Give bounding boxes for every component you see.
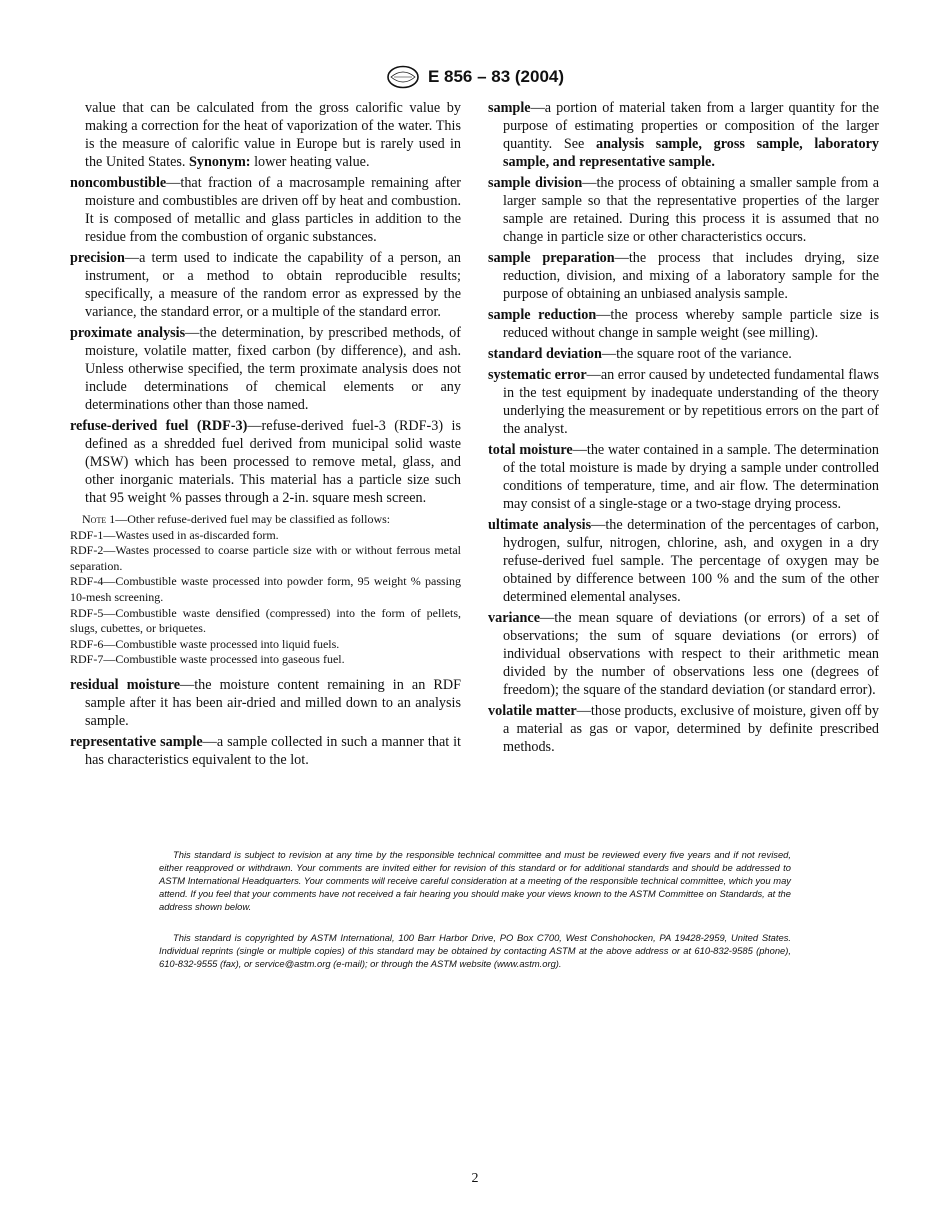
definition-representative-sample: representative sample—a sample collected in such a manner that it has characteristics equivalent to the lot. [70,733,461,768]
term-proximate-analysis: proximate analysis [70,325,186,341]
definition-residual-moisture: residual moisture—the moisture content remaining in an RDF sample after it has been air-dried and milled down to an analysis sample. [70,676,461,729]
definition-volatile-matter: volatile matter—those products, exclusive of moisture, given off by a material as gas or vapor, determined by definite prescribed methods. [488,703,879,755]
note-item: RDF-2—Wastes processed to coarse particle size with or without ferrous metal separation. [70,543,461,573]
term-residual-moisture: residual moisture [70,676,181,693]
note-item: RDF-4—Combustible waste processed into powder form, 95 weight % passing 10-mesh screening. [70,574,461,604]
definition-sample: sample—a portion of material taken from a larger quantity for the purpose of estimating properties or composition of the larger quantity. See analysis sample, gross sample, laboratory sample, and representative sample. [488,100,879,170]
term-ultimate-analysis: ultimate analysis [488,517,592,533]
definition-proximate-analysis: proximate analysis—the determination, by prescribed methods, of moisture, volatile matter, fixed carbon (by difference), and ash. Unless otherwise specified, the term proximate analysis does not include determinations of chemical elements or any determinations other than those named. [70,325,462,413]
term-rdf3: refuse-derived fuel (RDF-3) [70,418,248,434]
term-standard-deviation: standard deviation [488,346,602,362]
definition-sample-preparation: sample preparation—the process that includes drying, size reduction, division, and mixing of a laboratory sample for the purpose of obtaining an unbiased analysis sample. [488,250,879,302]
term-representative-sample: representative sample [70,733,203,750]
definition-systematic-error: systematic error—an error caused by undetected fundamental flaws in the test equipment by inadequate understanding of the theory underlying the measurement or by repetitious errors on the part of the analyst. [488,367,879,437]
page-number: 2 [471,1171,479,1186]
term-noncombustible: noncombustible [70,175,167,191]
definition-standard-deviation: standard deviation—the square root of the variance. [488,346,792,362]
definition-precision: precision—a term used to indicate the capability of a person, an instrument, or a method to obtain reproducible results; specifically, a measure of the random error as expressed by the variance, the standard error, or a multiple of the standard error. [70,250,461,320]
definition-variance: variance—the mean square of deviations (or errors) of a set of observations; the sum of square deviations (or errors) of individual observations with respect to their arithmetic mean divided by the number of observations less one (degrees of freedom); the square of the standard deviation (or standard error). [488,610,879,698]
term-systematic-error: systematic error [488,367,587,383]
note-item: RDF-5—Combustible waste densified (compressed) into the form of pellets, slugs, cubettes, or briquetes. [70,605,461,636]
term-sample-division: sample division [488,175,583,191]
term-sample-preparation: sample preparation [488,250,615,266]
term-precision: precision [70,250,125,266]
right-column [488,99,879,759]
continued-definition: value that can be calculated from the gross calorific value by making a correction for the heat of vaporization of the water. This is the measure of calorific value in Europe but is rarely used in the United States. Synonym: lower heating value. [85,100,461,170]
left-column [70,99,461,772]
definition-ultimate-analysis: ultimate analysis—the determination of the percentages of carbon, hydrogen, sulfur, nitrogen, chlorine, ash, and oxygen in a dry refuse-derived fuel sample. The percentage of oxygen may be obtained by difference between 100 % and the sum of the other determined elemental analyses. [488,517,880,605]
revision-notice: This standard is subject to revision at any time by the responsible technical committee and must be reviewed every five years and if not revised, either reapproved or withdrawn. Your comments are invited either for revision of this standard or for additional standards and should be addressed to ASTM International Headquarters. Your comments will receive careful consideration at a meeting of the responsible technical committee, which you may attend. If you feel that your comments have not received a fair hearing you should make your views known to the ASTM Committee on Standards, at the address shown below. [159,849,791,912]
page-header [0,64,950,90]
term-variance: variance [488,610,541,626]
term-sample: sample [488,100,531,116]
definition-sample-division: sample division—the process of obtaining a smaller sample from a larger sample so that the representative properties of the larger sample are retained. During this process it is assumed that no change in particle size or other characteristics occurs. [488,175,879,245]
term-volatile-matter: volatile matter [488,703,577,719]
term-total-moisture: total moisture [488,442,573,458]
definition-noncombustible: noncombustible—that fraction of a macrosample remaining after moisture and combustibles are driven off by heat and combustion. It is composed of metallic and glass particles in addition to the residue from the combustion of organic substances. [70,175,461,245]
definition-sample-reduction: sample reduction—the process whereby sample particle size is reduced without change in sample weight (see milling). [488,307,879,341]
see-also-terms: analysis sample, gross sample, laboratory sample, and representative sample. [503,136,879,170]
definition-rdf3: refuse-derived fuel (RDF-3)—refuse-derived fuel-3 (RDF-3) is defined as a shredded fuel derived from municipal solid waste (MSW) which has been processed to remove metal, glass, and other inorganic materials. This material has a particle size such that 95 weight % passes through a 2-in. square mesh screen. [70,418,461,506]
note-item: RDF-6—Combustible waste processed into liquid fuels. [70,636,340,651]
copyright-notice: This standard is copyrighted by ASTM International, 100 Barr Harbor Drive, PO Box C700, West Conshohocken, PA 19428-2959, United States. Individual reprints (single or multiple copies) of this standard may be obtained by contacting ASTM at the above address or at 610-832-9585 (phone), 610-832-9555 (fax), or service@astm.org (e-mail); or through the ASTM website (www.astm.org). [159,932,791,969]
note-item: RDF-1—Wastes used in as-discarded form. [70,527,279,542]
definition-total-moisture: total moisture—the water contained in a sample. The determination of the total moisture is made by drying a sample under controlled conditions of temperature, time, and air flow. The determination may consist of a single-stage or a two-stage drying process. [488,442,879,512]
standard-designation: E 856 – 83 (2004) [427,67,565,86]
astm-logo-icon [386,65,420,89]
note-1: Note 1—Other refuse-derived fuel may be classified as follows: RDF-1—Wastes used in as-discarded form. RDF-2—Wastes processed to coarse particle size with or without ferrous metal separation. RDF-4—Combustible waste processed into powder form, 95 weight % passing 10-mesh screening. RDF-5—Combustible waste densified (compressed) into the form of pellets, slugs, cubettes, or briquetes. RDF-6—Combustible waste processed into liquid fuels. RDF-7—Combustible waste processed into gaseous fuel. [70,512,461,667]
note-item: RDF-7—Combustible waste processed into gaseous fuel. [70,652,345,667]
note-label: Note [82,512,107,526]
term-sample-reduction: sample reduction [488,307,597,323]
